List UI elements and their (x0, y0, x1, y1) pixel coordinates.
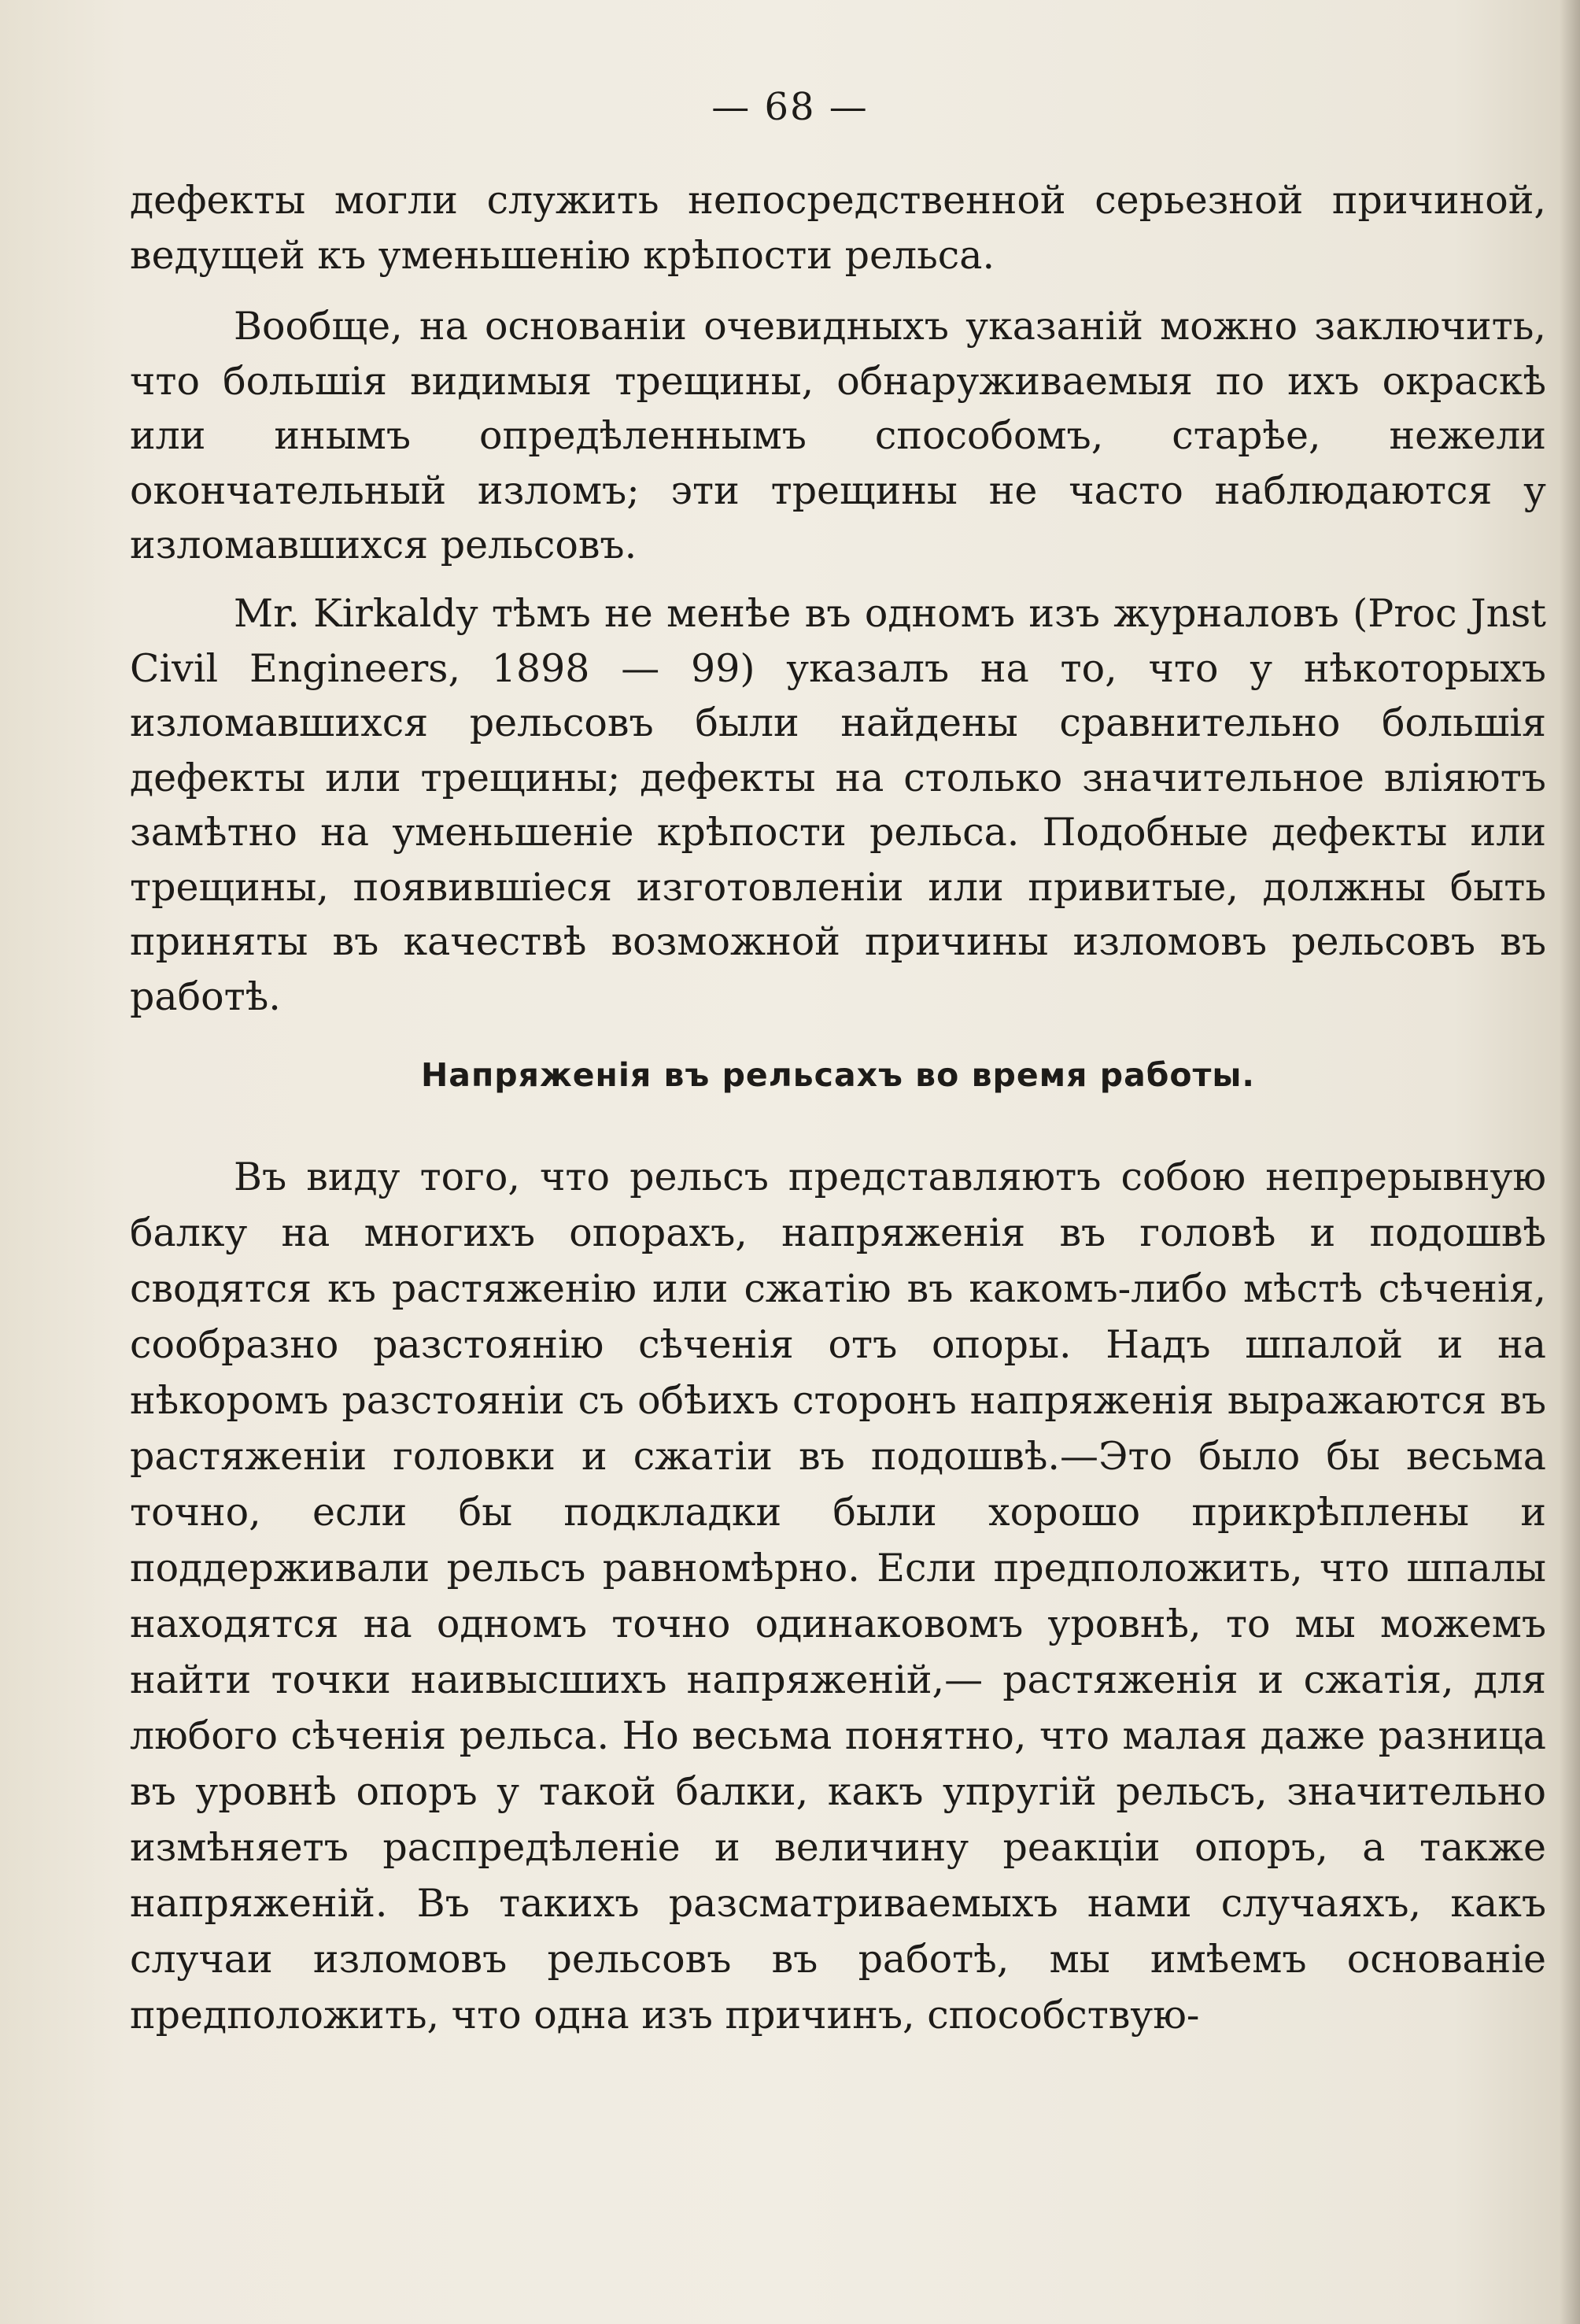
paragraph-continuation: дефекты могли служить непосредственной серьезной причиной, ведущей къ уменьшенію крѣпости рельса. (130, 178, 1546, 278)
page-number: — 68 — (711, 85, 869, 129)
page-edge-shadow (1560, 0, 1580, 2324)
paragraph-visible-cracks: Вообще, на основаніи очевидныхъ указаній можно заключить, что большія видимыя трещины, обнаруживаемыя по ихъ окраскѣ или инымъ опредѣленнымъ способомъ, старѣе, нежели окончательный изломъ; эти трещины не часто наблюдаются у изломавшихся рельсовъ. (130, 304, 1546, 567)
paragraph-rail-stresses: Въ виду того, что рельсъ представляютъ собою непрерывную балку на многихъ опорахъ, напряженія въ головѣ и подошвѣ сводятся къ растяженію или сжатію въ какомъ-либо мѣстѣ сѣченія, сообразно разстоянію сѣченія отъ опоры. Надъ шпалой и на нѣкоромъ разстояніи съ обѣихъ сторонъ напряженія выражаются въ растяженіи головки и сжатіи въ подошвѣ.—Это было бы весьма точно, если бы подкладки были хорошо прикрѣплены и поддерживали рельсъ равномѣрно. Если предположить, что шпалы находятся на одномъ точно одинаковомъ уровнѣ, то мы можемъ найти точки наивысшихъ напряженій,— растяженія и сжатія, для любого сѣченія рельса. Но весьма понятно, что малая даже разница въ уровнѣ опоръ у такой балки, какъ упругій рельсъ, значительно измѣняетъ распредѣленіе и величину реакціи опоръ, а также напряженій. Въ такихъ разсматриваемыхъ нами случаяхъ, какъ случаи изломовъ рельсовъ въ работѣ, мы имѣемъ основаніе предположить, что одна изъ причинъ, способствую- (130, 1155, 1546, 2038)
section-heading: Напряженія въ рельсахъ во время работы. (420, 1056, 1256, 1094)
paragraph-kirkaldy: Mr. Kirkaldy тѣмъ не менѣе въ одномъ изъ журналовъ (Proc Jnst Civil Engineers, 1898 — 99) указалъ на то, что у нѣкоторыхъ изломавшихся рельсовъ были найдены сравнительно большія дефекты или трещины; дефекты на столько значительное вліяютъ замѣтно на уменьшеніе крѣпости рельса. Подобные дефекты или трещины, появившіеся изготовленіи или привитые, должны быть приняты въ качествѣ возможной причины изломовъ рельсовъ въ работѣ. (130, 591, 1546, 1019)
